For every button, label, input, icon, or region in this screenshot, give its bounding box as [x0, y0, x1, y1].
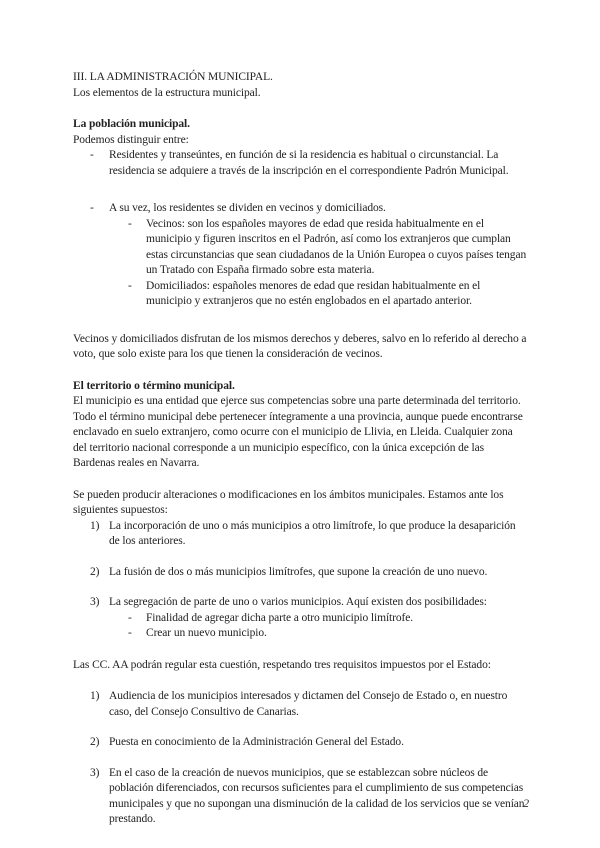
territorio-title: El territorio o término municipal.: [73, 379, 235, 392]
list-item: [73, 148, 528, 179]
sub-list-item: [73, 279, 528, 310]
list-item: [73, 201, 528, 217]
number-marker: 2): [90, 565, 100, 578]
page-number: 2: [523, 796, 529, 810]
number-marker: 3): [90, 766, 100, 779]
numbered-item-text: Puesta en conocimiento de la Administración General del Estado.: [109, 736, 404, 748]
numbered-item: [73, 595, 528, 611]
numbered-item-text: La fusión de dos o más municipios limítrofes, que supone la creación de uno nuevo.: [109, 565, 488, 578]
dash-marker: -: [128, 217, 132, 230]
numbered-item: [73, 735, 528, 751]
list-item-text: Residentes y transeúntes, en función de si la residencia es habitual o circunstancial. La residencia se adquiere a través de la inscripción en el correspondiente Padrón Municipal.: [109, 149, 509, 177]
poblacion-title: La población municipal.: [73, 118, 190, 130]
numbered-item-text: La segregación de parte de uno o varios municipios. Aquí existen dos posibilidades:: [109, 596, 487, 608]
territorio-paragraph: El municipio es una entidad que ejerce sus competencias sobre una parte determinada del territorio. Todo el término municipal debe pertenecer íntegramente a una provincia, aunque puede encontrarse enclavado en suelo extranjero, como ocurre con el municipio de Llivia, en Lleida. Cualquier zona del territorio nacional corresponde a un municipio específico, con la única excepción de las Bardenas reales en Navarra.: [73, 395, 523, 469]
poblacion-closing: Vecinos y domiciliados disfrutan de los mismos derechos y deberes, salvo en lo referido al derecho a voto, que solo existe para los que tienen la consideración de vecinos.: [73, 332, 527, 360]
sub-list-item-text: Finalidad de agregar dicha parte a otro municipio limítrofe.: [146, 611, 414, 624]
number-marker: 2): [90, 736, 100, 748]
numbered-item: [73, 766, 528, 828]
dash-marker: -: [128, 279, 132, 292]
territorio-paragraph: Se pueden producir alteraciones o modificaciones en los ámbitos municipales. Estamos ante los siguientes supuestos:: [73, 488, 504, 516]
dash-marker: -: [128, 627, 132, 639]
numbered-item: [73, 519, 528, 550]
sub-list-item: [73, 611, 528, 627]
sub-list-item-text: Crear un nuevo municipio.: [146, 627, 267, 639]
section-heading: III. LA ADMINISTRACIÓN MUNICIPAL.: [73, 71, 273, 83]
numbered-item-text: La incorporación de uno o más municipios a otro limítrofe, lo que produce la desaparición de los anteriores.: [109, 519, 516, 547]
list-item-text: A su vez, los residentes se dividen en vecinos y domiciliados.: [109, 202, 386, 214]
number-marker: 3): [90, 596, 100, 608]
number-marker: 1): [90, 690, 100, 702]
dash-marker: -: [90, 149, 94, 161]
dash-marker: -: [90, 202, 94, 214]
poblacion-lead: Podemos distinguir entre:: [73, 133, 189, 146]
territorio-paragraph: Las CC. AA podrán regular esta cuestión, respetando tres requisitos impuestos por el Estado:: [73, 658, 491, 671]
dash-marker: -: [128, 611, 132, 624]
sub-list-item-text: Domiciliados: españoles menores de edad que residan habitualmente en el municipio y extranjeros que no estén englobados en el apartado anterior.: [146, 279, 481, 307]
sub-list-item-text: Vecinos: son los españoles mayores de edad que resida habitualmente en el municipio y figuren inscritos en el Padrón, así como los extranjeros que cumplan estas circunstancias que sean ciudadanos de la Unión Europea o cuyos países tengan un Tratado con España firmado sobre esta materia.: [146, 217, 527, 276]
numbered-item-text: Audiencia de los municipios interesados y dictamen del Consejo de Estado o, en nuestro caso, del Consejo Consultivo de Canarias.: [109, 690, 508, 718]
numbered-item: [73, 565, 528, 581]
section-intro: Los elementos de la estructura municipal.: [73, 86, 261, 99]
numbered-item: [73, 689, 528, 720]
number-marker: 1): [90, 519, 100, 532]
numbered-item-text: En el caso de la creación de nuevos municipios, que se establezcan sobre núcleos de población diferenciados, con recursos suficientes para el cumplimiento de sus competencias municipales y que no supongan una disminución de la calidad de los servicios que se venían prestando.: [109, 766, 525, 825]
sub-list-item: [73, 626, 528, 642]
page-content: [73, 70, 528, 828]
sub-list-item: [73, 217, 528, 279]
